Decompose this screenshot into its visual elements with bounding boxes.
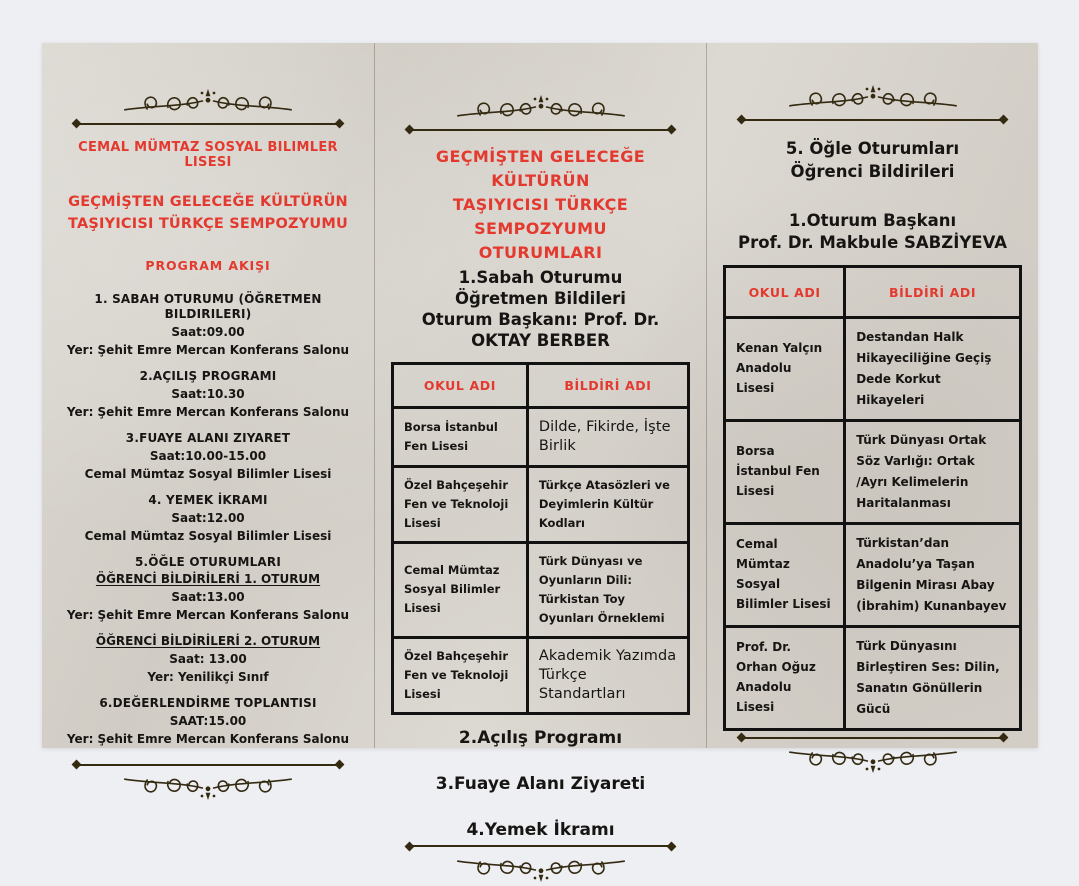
panel-footer <box>726 731 1019 777</box>
flourish-ornament-icon <box>774 81 972 113</box>
okul-adi-header: OKUL ADI <box>423 378 496 393</box>
table-row: Özel Bahçeşehir Fen ve Teknoloji Lisesi Türkçe Atasözleri ve Deyimlerin Kültür Kodları <box>394 465 687 541</box>
diamond-icon <box>667 841 677 851</box>
divider-rule <box>406 843 676 850</box>
diamond-icon <box>71 119 81 129</box>
diamond-icon <box>335 760 345 770</box>
flourish-ornament-icon <box>774 745 972 777</box>
session-info: 1.Sabah Oturumu Öğretmen Bildileri Oturum Başkanı: Prof. Dr. OKTAY BERBER <box>421 268 660 350</box>
flourish-ornament-icon <box>109 85 307 117</box>
program-flow-label: PROGRAM AKIŞI <box>145 258 271 273</box>
diamond-icon <box>404 125 414 135</box>
diamond-icon <box>999 115 1009 125</box>
diamond-icon <box>736 115 746 125</box>
table-row: Özel Bahçeşehir Fen ve Teknoloji Lisesi Akademik Yazımda Türkçe Standartları <box>394 636 687 712</box>
table-header-row <box>394 365 687 406</box>
table-row: Borsa İstanbul Fen Lisesi Türk Dünyası Ortak Söz Varlığı: Ortak /Ayrı Kelimelerin Haritalanması <box>726 419 1019 522</box>
agenda-item-acilis: 2.Açılış Programı <box>458 727 623 748</box>
school-name: CEMAL MÜMTAZ SOSYAL BILIMLER LISESI <box>78 140 338 170</box>
divider-rule <box>73 120 343 127</box>
divider-rule <box>738 116 1008 123</box>
panel-footer <box>61 758 355 804</box>
diamond-icon <box>736 733 746 743</box>
okul-adi-header: OKUL ADI <box>748 284 821 300</box>
divider-rule <box>738 734 1008 741</box>
diamond-icon <box>404 841 414 851</box>
table-row: Prof. Dr. Orhan Oğuz Anadolu Lisesi Türk Dünyasını Birleştiren Ses: Dilin, Sanatın Gönüllerin Gücü <box>726 625 1019 728</box>
panel-morning-session <box>374 43 706 840</box>
trifold-paper <box>42 43 1038 840</box>
program-item: ÖĞRENCİ BİLDİRİLERİ 2. OTURUM Saat: 13.00 Yer: Yenilikçi Sınıf <box>95 634 321 684</box>
program-item: 6.DEĞERLENDİRME TOPLANTISI SAAT:15.00 Yer: Şehit Emre Mercan Konferans Salonu <box>66 696 350 746</box>
flourish-ornament-icon <box>442 91 640 123</box>
diamond-icon <box>71 760 81 770</box>
student-sessions-heading: 5. Öğle Oturumları Öğrenci Bildirileri <box>785 139 960 181</box>
student-papers-table <box>723 265 1022 731</box>
diamond-icon <box>667 125 677 135</box>
table-row: Kenan Yalçın Anadolu Lisesi Destandan Halk Hikayeciliğine Geçiş Dede Korkut Hikayeleri <box>726 316 1019 419</box>
symposium-title: GEÇMİŞTEN GELECEĞE KÜLTÜRÜN TAŞIYICISI TÜRKÇE SEMPOZYUMU <box>68 194 348 232</box>
divider-rule <box>73 761 343 768</box>
bildiri-adi-header: BİLDİRİ ADI <box>526 365 687 406</box>
program-item: 5.ÖĞLE OTURUMLARI ÖĞRENCİ BİLDİRİLERİ 1. OTURUM Saat:13.00 Yer: Şehit Emre Mercan Konferans Salonu <box>66 555 350 622</box>
bildiri-adi-header: BİLDİRİ ADI <box>843 268 1019 316</box>
program-list <box>61 292 355 758</box>
panel-footer <box>394 840 687 886</box>
program-item: 3.FUAYE ALANI ZIYARET Saat:10.00-15.00 Cemal Mümtaz Sosyal Bilimler Lisesi <box>84 431 332 481</box>
table-row: Cemal Mümtaz Sosyal Bilimler Lisesi Türkistan’dan Anadolu’ya Taşan Bilgenin Mirası Abay (İbrahim) Kunanbayev <box>726 522 1019 625</box>
agenda-item-fuaye: 3.Fuaye Alanı Ziyareti <box>435 773 646 794</box>
session-chair: 1.Oturum Başkanı Prof. Dr. Makbule SABZİYEVA <box>738 211 1007 252</box>
panel-student-session <box>706 43 1038 748</box>
divider-rule <box>406 126 676 133</box>
program-item: 2.AÇILIŞ PROGRAMI Saat:10.30 Yer: Şehit Emre Mercan Konferans Salonu <box>66 369 350 419</box>
table-header-row <box>726 268 1019 316</box>
program-item: 4. YEMEK İKRAMI Saat:12.00 Cemal Mümtaz Sosyal Bilimler Lisesi <box>84 493 332 543</box>
flourish-ornament-icon <box>109 772 307 804</box>
diamond-icon <box>999 733 1009 743</box>
agenda-item-yemek: 4.Yemek İkramı <box>466 819 615 840</box>
morning-papers-table <box>391 362 690 715</box>
panel-program <box>42 43 374 748</box>
table-row: Borsa İstanbul Fen Lisesi Dilde, Fikirde, İşte Birlik <box>394 406 687 465</box>
table-row: Cemal Mümtaz Sosyal Bilimler Lisesi Türk Dünyası ve Oyunların Dili: Türkistan Toy Oyunları Örneklemi <box>394 541 687 636</box>
flourish-ornament-icon <box>442 854 640 886</box>
diamond-icon <box>335 119 345 129</box>
program-item: 1. SABAH OTURUMU (ÖĞRETMEN BILDIRILERI) Saat:09.00 Yer: Şehit Emre Mercan Konferans Salonu <box>66 292 350 357</box>
sessions-title: GEÇMİŞTEN GELECEĞE KÜLTÜRÜN TAŞIYICISI TÜRKÇE SEMPOZYUMU OTURUMLARI <box>435 147 646 262</box>
